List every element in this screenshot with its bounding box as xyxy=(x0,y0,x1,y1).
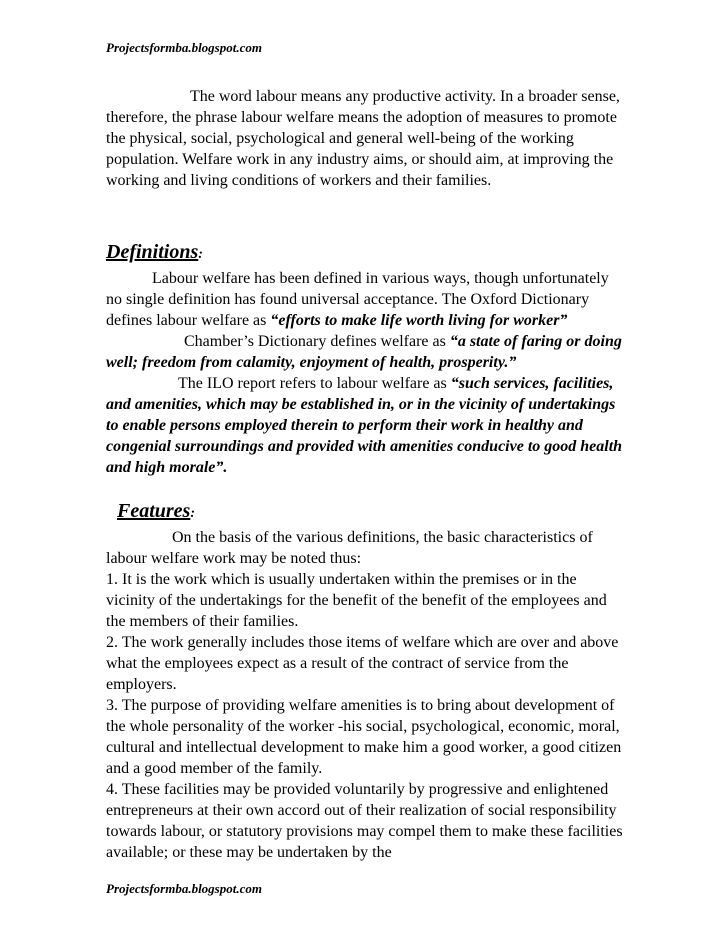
definition-ilo-quote: “such services, facilities, and amenities, which may be established in, or in the vicinity of undertakings to enable persons employed therein to perform their work in healthy and congenial surroundings and provided with amenities conducive to good health and high morale”. xyxy=(106,375,623,476)
intro-paragraph: The word labour means any productive activity. In a broader sense, therefore, the phrase labour welfare means the adoption of measures to promote the physical, social, psychological and general well-being of the working population. Welfare work in any industry aims, or should aim, at improving the working and living conditions of workers and their families. xyxy=(106,88,620,189)
definition-oxford xyxy=(106,268,626,331)
document-body xyxy=(106,86,626,863)
definition-oxford-text: Labour welfare has been defined in various ways, though unfortunately no single definition has found universal acceptance. The Oxford Dictionary defines labour welfare as xyxy=(106,270,609,329)
page-header: Projectsformba.blogspot.com xyxy=(106,40,262,55)
features-heading-text: Features xyxy=(117,500,191,522)
definitions-heading-text: Definitions xyxy=(106,241,199,263)
features-heading-colon: : xyxy=(190,506,196,521)
feature-item: 1. It is the work which is usually undertaken within the premises or in the vicinity of the undertakings for the benefit of the benefit of the employees and the members of their families. xyxy=(106,571,607,630)
features-heading xyxy=(106,498,626,527)
definition-chambers-text: Chamber’s Dictionary defines welfare as xyxy=(184,333,450,350)
definitions-heading xyxy=(106,239,626,268)
feature-item: 2. The work generally includes those items of welfare which are over and above what the employees expect as a result of the contract of service from the employers. xyxy=(106,634,619,693)
definition-chambers-quote: “a state of faring or doing well; freedom from calamity, enjoyment of health, prosperity.” xyxy=(106,333,622,371)
features-intro: On the basis of the various definitions, the basic characteristics of labour welfare work may be noted thus: xyxy=(106,529,593,567)
feature-item: 3. The purpose of providing welfare amenities is to bring about development of the whole personality of the worker -his social, psychological, economic, moral, cultural and intellectual development to make him a good worker, a good citizen and a good member of the family. xyxy=(106,697,622,777)
definition-ilo-text: The ILO report refers to labour welfare as xyxy=(178,375,451,392)
definition-ilo xyxy=(106,373,626,478)
page-footer: Projectsformba.blogspot.com xyxy=(106,881,262,896)
feature-item: 4. These facilities may be provided voluntarily by progressive and enlightened entrepreneurs at their own accord out of their realization of social responsibility towards labour, or statutory provisions may compel them to make these facilities available; or these may be undertaken by the xyxy=(106,781,623,861)
definitions-heading-colon: : xyxy=(198,247,203,262)
definition-chambers xyxy=(106,331,626,373)
definition-oxford-quote: “efforts to make life worth living for worker” xyxy=(270,312,568,329)
